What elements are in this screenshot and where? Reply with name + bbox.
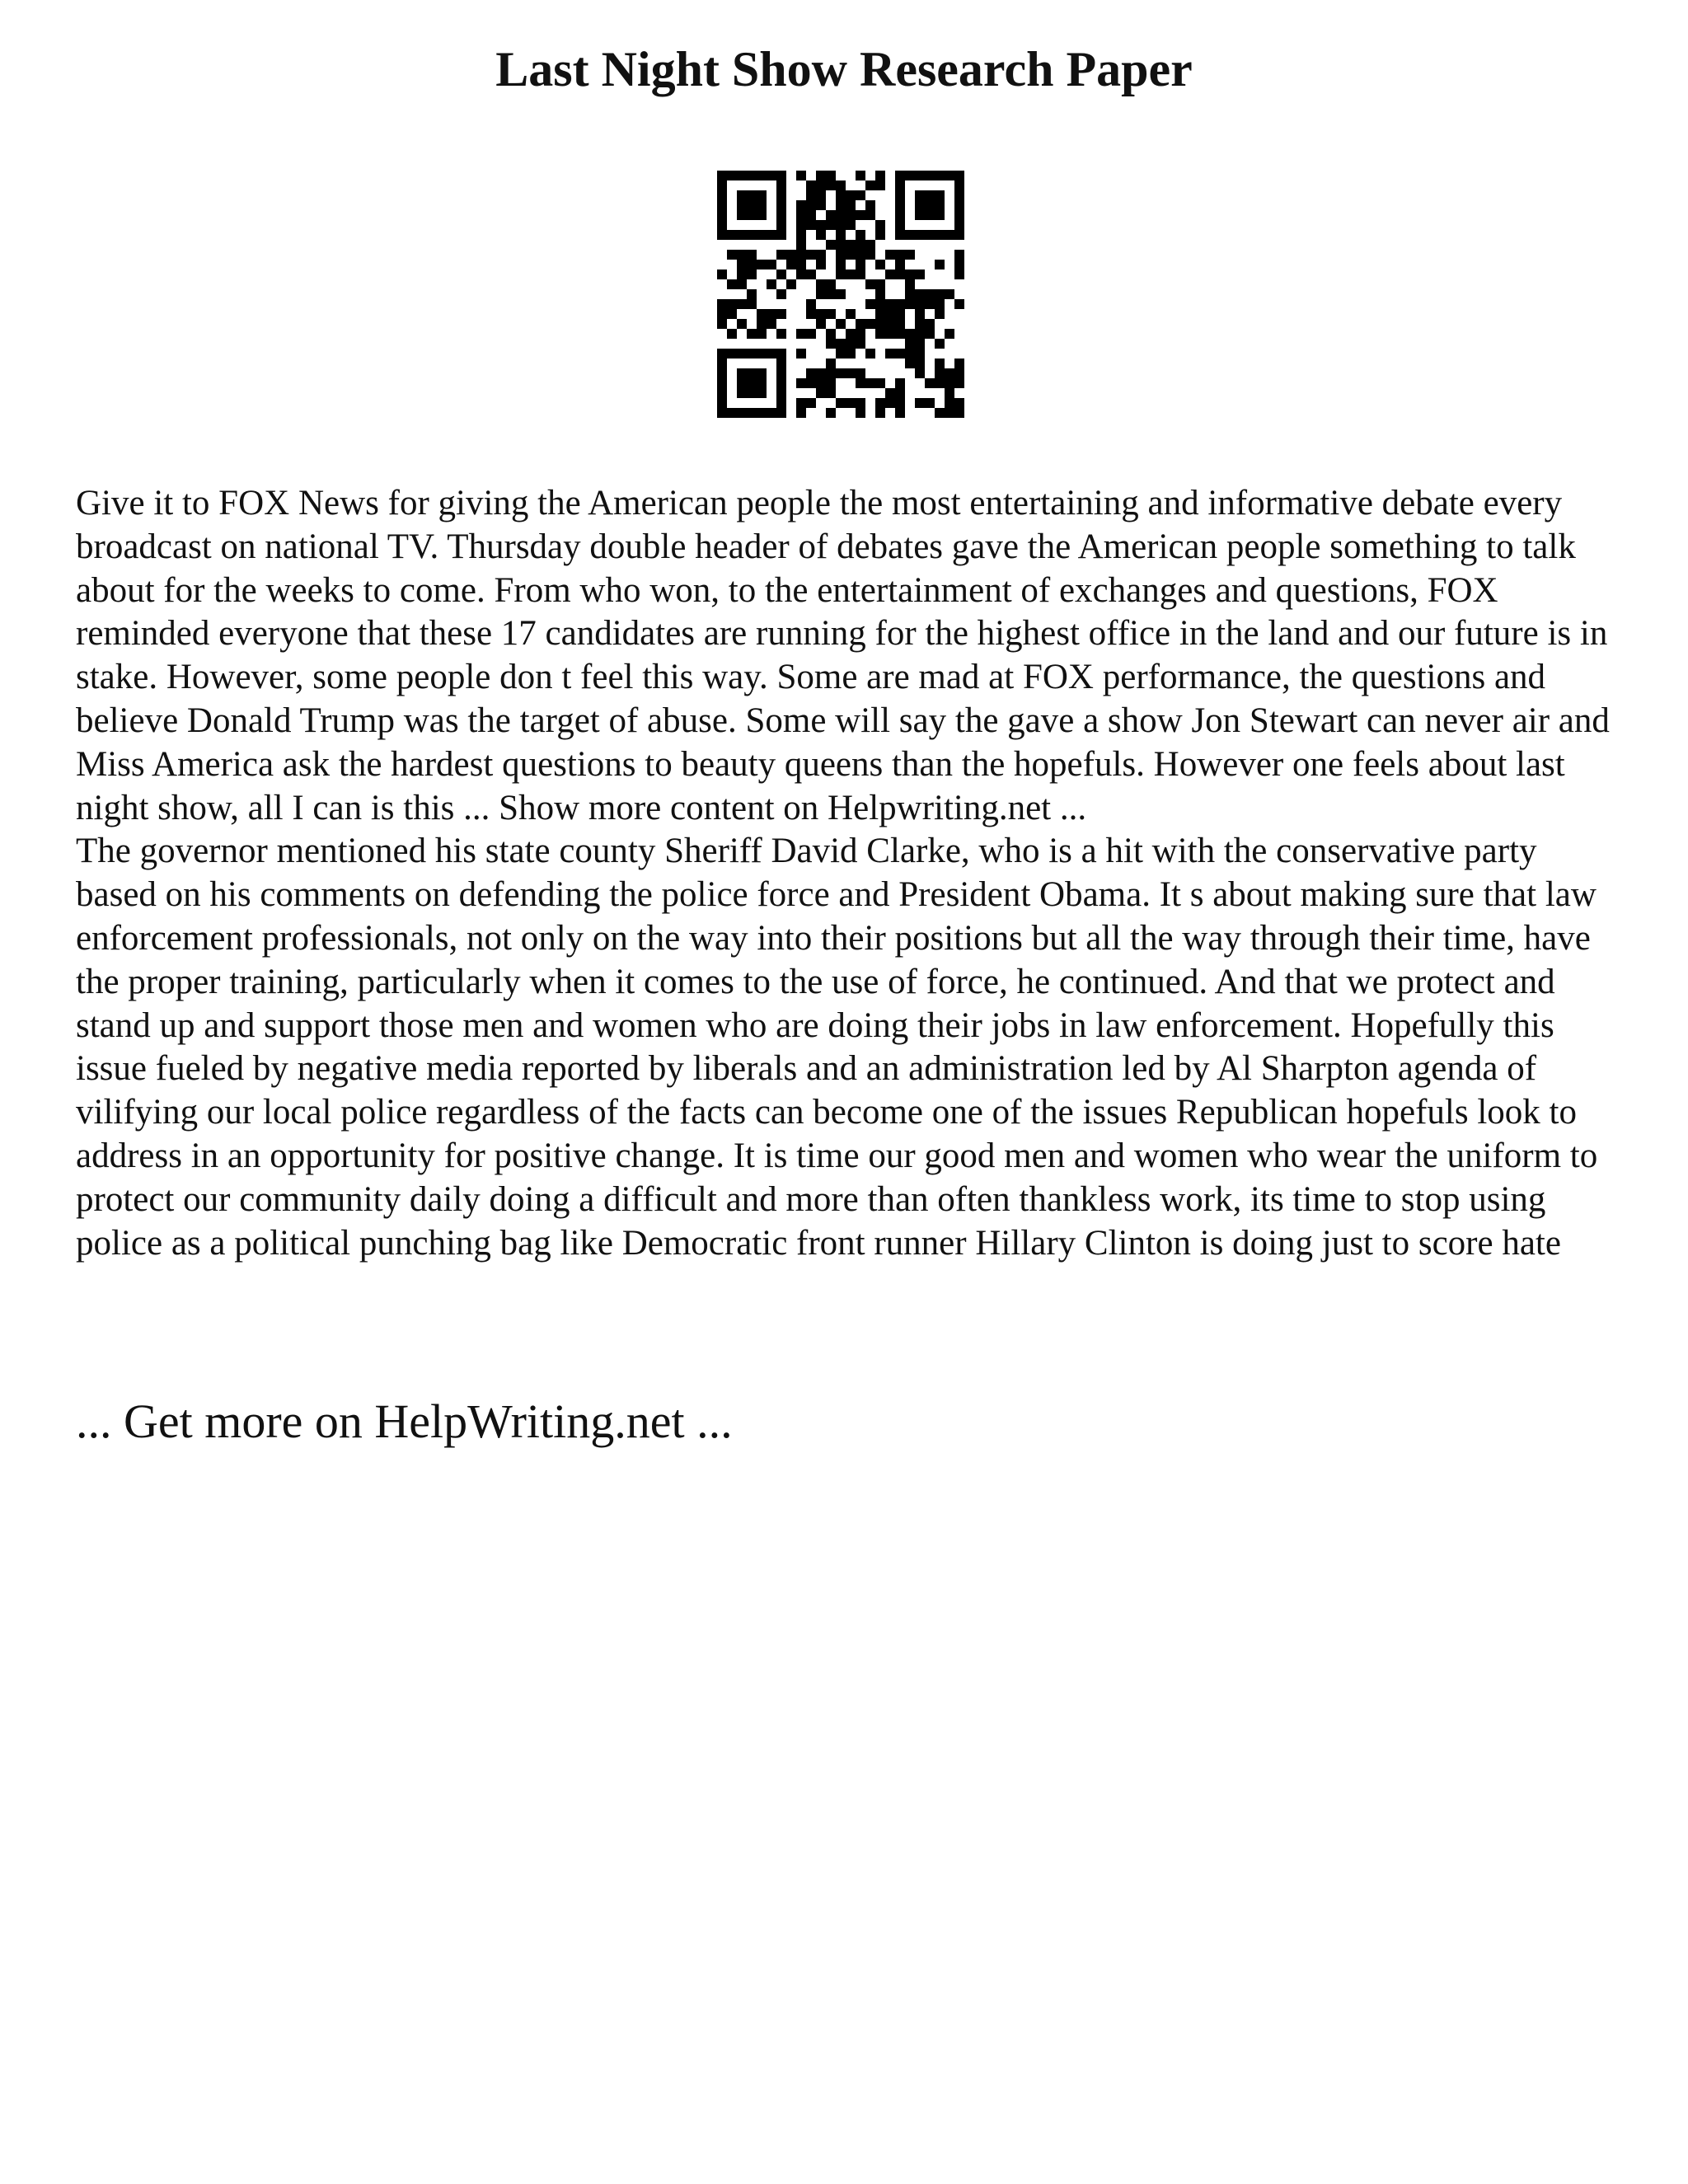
paragraph-2: The governor mentioned his state county Sheriff David Clarke, who is a hit with the conservative party based on his comments on defending the police force and President Obama. It s about making sure that law enforcement professionals, not only on the way into their positions but all the way through their time, have the proper training, particularly when it comes to the use of force, he continued. And that we protect and stand up and support those men and women who are doing their jobs in law enforcement. Hopefully this issue fueled by negative media reported by liberals and an administration led by Al Sharpton agenda of vilifying our local police regardless of the facts can become one of the issues Republican hopefuls look to address in an opportunity for positive change. It is time our good men and women who wear the uniform to protect our community daily doing a difficult and more than often thankless work, its time to stop using police as a political punching bag like Democratic front runner Hillary Clinton is doing just to score hate bbox=[76, 832, 1598, 1263]
qr-code-graphic bbox=[717, 171, 964, 418]
get-more-link[interactable]: ... Get more on HelpWriting.net ... bbox=[76, 1394, 733, 1448]
qr-code-icon[interactable] bbox=[717, 171, 964, 418]
paragraph-1: Give it to FOX News for giving the American people the most entertaining and informative debate every broadcast on national TV. Thursday double header of debates gave the American people something to talk about for the weeks to come. From who won, to the entertainment of exchanges and questions, FOX reminded everyone that these 17 candidates are running for the highest office in the land and our future is in stake. However, some people don t feel this way. Some are mad at FOX performance, the questions and believe Donald Trump was the target of abuse. Some will say the gave a show Jon Stewart can never air and Miss America ask the hardest questions to beauty queens than the hopefuls. However one feels about last night show, all I can is this ... Show more content on Helpwriting.net ... bbox=[76, 484, 1610, 827]
body-text bbox=[76, 482, 1625, 1265]
page-title: Last Night Show Research Paper bbox=[495, 42, 1193, 96]
